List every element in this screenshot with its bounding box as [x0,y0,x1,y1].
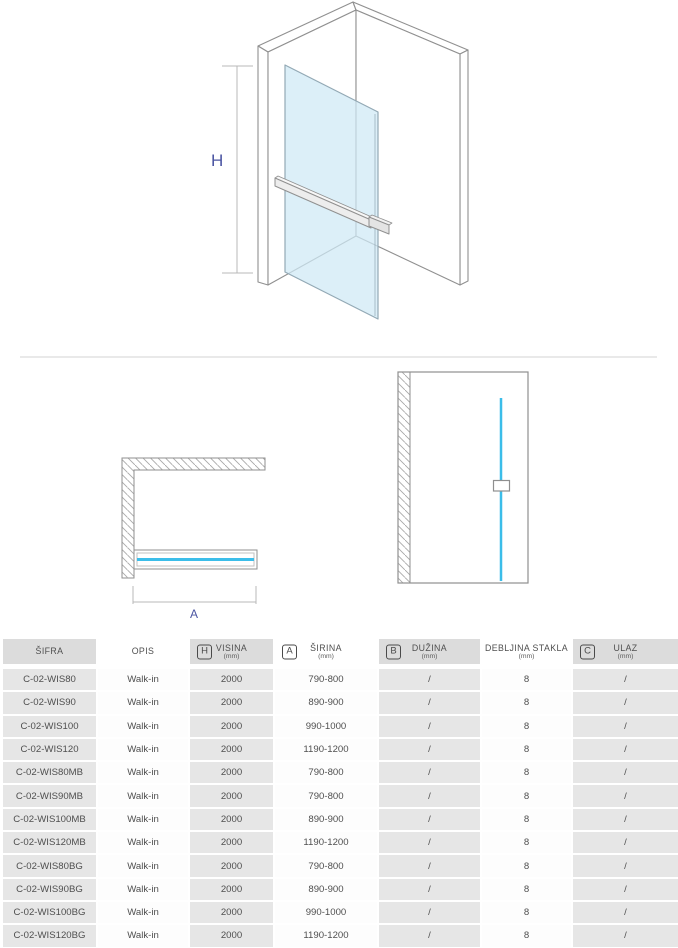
table-cell: 2000 [190,762,273,783]
col-header--irina [275,639,377,664]
dim-letter-box: B [386,644,401,659]
table-cell: / [573,669,678,690]
col-header-label: ŠIFRA [35,646,64,657]
table-cell: 2000 [190,855,273,876]
front-wall-hatch [398,372,410,583]
table-cell: 2000 [190,785,273,806]
col-header-label: ULAZ (mm) [613,642,638,660]
table-row [0,762,678,783]
table-cell: / [573,902,678,923]
table-cell: 790-800 [275,669,377,690]
table-row [0,879,678,900]
table-row [0,692,678,713]
table-cell: 890-900 [275,692,377,713]
table-cell: 8 [482,785,571,806]
table-cell: 1190-1200 [275,832,377,853]
table-cell: / [573,762,678,783]
height-dimension [222,66,253,273]
table-cell: Walk-in [98,785,188,806]
table-cell: 8 [482,692,571,713]
col-header-opis [98,639,188,664]
table-cell: / [379,762,480,783]
table-cell: / [573,855,678,876]
table-cell: 2000 [190,739,273,760]
table-cell: 890-900 [275,809,377,830]
table-header-row [0,639,678,664]
table-cell: / [379,809,480,830]
table-cell: C-02-WIS90MB [3,785,96,806]
table-cell: / [573,925,678,946]
table-cell: 990-1000 [275,902,377,923]
table-cell: 8 [482,879,571,900]
table-cell: 8 [482,716,571,737]
table-cell: / [573,692,678,713]
table-cell: / [379,855,480,876]
table-cell: / [573,739,678,760]
table-cell: 790-800 [275,785,377,806]
table-cell: C-02-WIS80MB [3,762,96,783]
table-cell: C-02-WIS120BG [3,925,96,946]
table-cell: Walk-in [98,669,188,690]
table-cell: / [379,785,480,806]
table-cell: 2000 [190,832,273,853]
table-cell: 2000 [190,902,273,923]
col-header-debljina-stakla [482,639,571,664]
table-cell: 8 [482,902,571,923]
table-row [0,832,678,853]
table-cell: 2000 [190,879,273,900]
front-frame [398,372,528,583]
col-header-visina [190,639,273,664]
table-cell: 8 [482,669,571,690]
support-bracket [494,481,510,492]
dim-letter-box: C [580,644,595,659]
table-cell: / [573,716,678,737]
table-cell: 2000 [190,692,273,713]
table-body [0,669,678,947]
table-cell: / [573,832,678,853]
table-cell: C-02-WIS100BG [3,902,96,923]
table-cell: Walk-in [98,739,188,760]
table-cell: Walk-in [98,832,188,853]
table-cell: Walk-in [98,692,188,713]
table-cell: 790-800 [275,762,377,783]
table-cell: 8 [482,855,571,876]
table-cell: 2000 [190,716,273,737]
table-cell: 2000 [190,669,273,690]
table-row [0,785,678,806]
table-cell: Walk-in [98,809,188,830]
plan-view [122,458,265,621]
table-row [0,855,678,876]
width-dimension [133,586,256,604]
col-header-du-ina [379,639,480,664]
table-cell: C-02-WIS90BG [3,879,96,900]
table-row [0,925,678,946]
table-cell: Walk-in [98,855,188,876]
table-cell: / [379,716,480,737]
table-cell: 2000 [190,809,273,830]
front-view [398,372,528,583]
table-cell: 8 [482,739,571,760]
table-cell: 890-900 [275,879,377,900]
table-cell: 8 [482,762,571,783]
table-cell: / [379,925,480,946]
col-header-label: VISINA (mm) [215,642,248,660]
col-header-label: DEBLJINA STAKLA (mm) [484,642,569,660]
table-cell: Walk-in [98,716,188,737]
table-cell: 8 [482,809,571,830]
table-cell: 2000 [190,925,273,946]
table-cell: 8 [482,925,571,946]
dim-letter-box: A [282,644,297,659]
col-header-ulaz [573,639,678,664]
table-cell: / [379,669,480,690]
col-header-label: OPIS [131,646,155,657]
spec-table [0,639,678,947]
table-cell: / [379,902,480,923]
col-header-label: DUŽINA (mm) [411,642,448,660]
table-cell: Walk-in [98,762,188,783]
table-cell: / [379,692,480,713]
table-cell: C-02-WIS90 [3,692,96,713]
table-cell: 1190-1200 [275,739,377,760]
table-row [0,669,678,690]
table-cell: / [573,809,678,830]
table-row [0,809,678,830]
table-cell: C-02-WIS120MB [3,832,96,853]
table-cell: Walk-in [98,879,188,900]
table-cell: C-02-WIS120 [3,739,96,760]
table-cell: / [379,879,480,900]
table-cell: 790-800 [275,855,377,876]
table-cell: C-02-WIS100 [3,716,96,737]
col-header--ifra [3,639,96,664]
table-cell: / [379,739,480,760]
table-cell: / [379,832,480,853]
col-header-label: ŠIRINA (mm) [310,642,342,660]
width-label: A [189,607,199,621]
dim-letter-box: H [197,644,212,659]
left-wall-front-face [258,46,268,285]
table-cell: 1190-1200 [275,925,377,946]
table-row [0,739,678,760]
table-row [0,716,678,737]
table-cell: C-02-WIS80BG [3,855,96,876]
table-row [0,902,678,923]
height-label: H [211,151,224,170]
table-cell: 8 [482,832,571,853]
table-cell: C-02-WIS100MB [3,809,96,830]
table-cell: Walk-in [98,925,188,946]
table-cell: / [573,785,678,806]
table-cell: / [573,879,678,900]
table-cell: 990-1000 [275,716,377,737]
table-cell: Walk-in [98,902,188,923]
table-cell: C-02-WIS80 [3,669,96,690]
right-wall-edge-face [460,50,468,285]
